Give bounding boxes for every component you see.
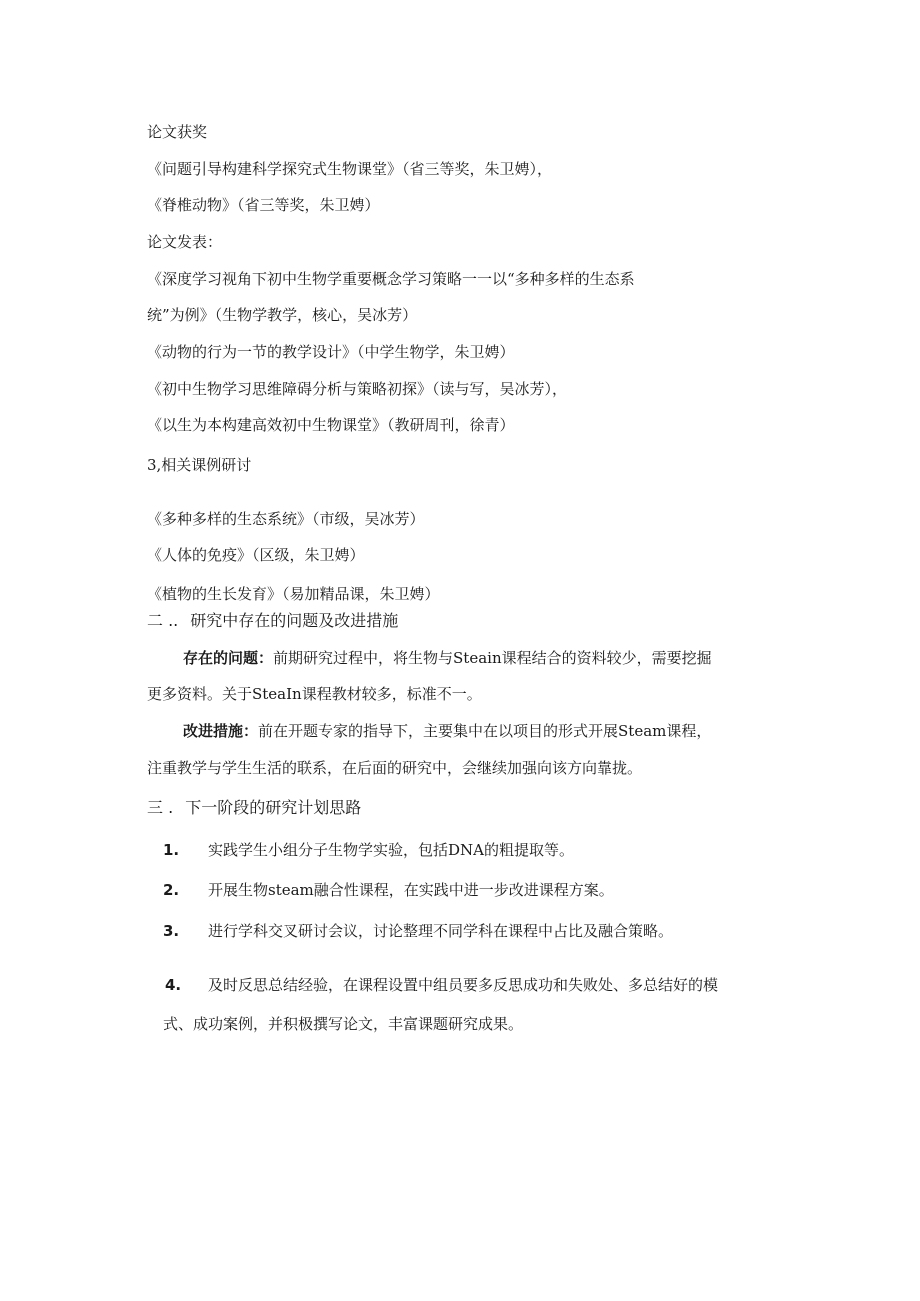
award-item: 《脊椎动物》（省三等奖，朱卫娉） <box>147 196 380 214</box>
problem-label: 存在的问题： <box>183 649 274 667</box>
problem-text: 前期研究过程中，将生物与Steain课程结合的资料较少，需要挖掘 <box>273 649 712 667</box>
lesson-item: 《人体的免疫》（区级，朱卫娉） <box>147 546 365 564</box>
section2-number: 二 .. <box>147 611 179 630</box>
section3-number: 三 . <box>147 798 174 817</box>
measure-paragraph <box>183 721 711 741</box>
measure-text-cont: 注重教学与学生生活的联系，在后面的研究中，会继续加强向该方向靠拢。 <box>147 759 643 777</box>
plan-item-text: 进行学科交叉研讨会议，讨论整理不同学科在课程中占比及融合策略。 <box>208 922 674 940</box>
problem-paragraph <box>183 648 712 668</box>
plan-item-text: 实践学生小组分子生物学实验，包括DNA的粗提取等。 <box>208 841 574 859</box>
awards-title: 论文获奖 <box>147 123 208 141</box>
plan-item-text: 开展生物steam融合性课程，在实践中进一步改进课程方案。 <box>208 881 614 899</box>
plan-item-number: 2. <box>163 881 180 899</box>
publication-item: 《深度学习视角下初中生物学重要概念学习策略一一以“多种多样的生态系 <box>147 270 635 288</box>
measure-text: 前在开题专家的指导下，主要集中在以项目的形式开展Steam课程， <box>258 722 712 740</box>
publication-item: 《初中生物学习思维障碍分析与策略初探》（读与写，吴冰芳）， <box>147 380 568 398</box>
plan-item-text: 及时反思总结经验，在课程设置中组员要多反思成功和失败处、多总结好的模 <box>208 976 719 994</box>
publication-item: 统”为例》（生物学教学，核心，吴冰芳） <box>147 306 418 324</box>
publication-item: 《以生为本构建高效初中生物课堂》（教研周刊，徐青） <box>147 416 515 434</box>
lesson-item: 《植物的生长发育》（易加精品课，朱卫娉） <box>147 585 440 603</box>
publications-title: 论文发表： <box>147 233 223 251</box>
award-item: 《问题引导构建科学探究式生物课堂》（省三等奖，朱卫娉）， <box>147 160 553 178</box>
measure-label: 改进措施： <box>183 722 259 740</box>
section3-title: 下一阶段的研究计划思路 <box>185 798 362 817</box>
publication-item: 《动物的行为一节的教学设计》（中学生物学，朱卫娉） <box>147 343 515 361</box>
plan-item-number: 4. <box>165 976 182 994</box>
section3-heading <box>147 797 361 819</box>
problem-text-cont: 更多资料。关于SteaIn课程教材较多，标准不一。 <box>147 685 482 703</box>
plan-item-number: 3. <box>163 922 180 940</box>
lessons-title: 3,相关课例研讨 <box>147 456 252 474</box>
plan-item-number: 1. <box>163 841 180 859</box>
plan-item-text-cont: 式、成功案例，并积极撰写论文，丰富课题研究成果。 <box>163 1015 524 1033</box>
lesson-item: 《多种多样的生态系统》（市级，吴冰芳） <box>147 510 425 528</box>
section2-heading <box>147 610 398 632</box>
section2-title: 研究中存在的问题及改进措施 <box>190 611 399 630</box>
